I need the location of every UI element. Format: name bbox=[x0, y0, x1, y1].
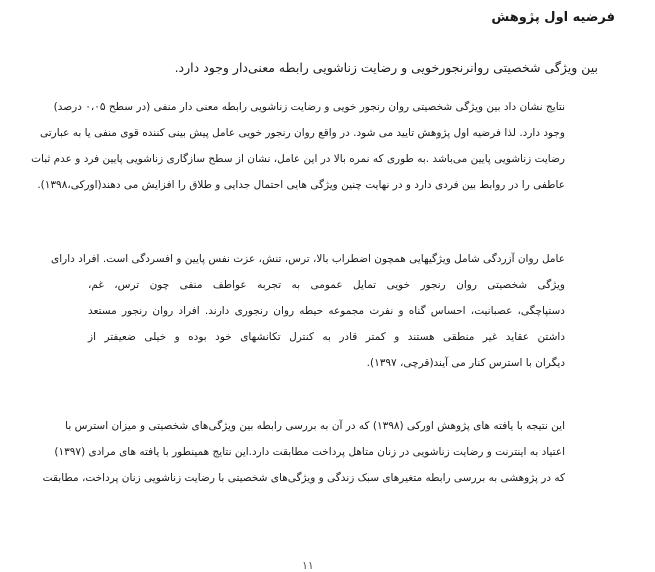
paragraph-line: اعتیاد به اینترنت و رضایت زناشویی در زنان متاهل پرداخت مطابقت دارد.این نتایج همینطور با یافته های مرادی (۱۳۹۷) bbox=[54, 446, 565, 458]
paragraph-line: دیگران با استرس کنار می آیند(قرچی، ۱۳۹۷). bbox=[366, 357, 565, 369]
paragraph-line: نتایج نشان داد بین ویژگی شخصیتی روان رنجور خویی و رضایت زناشویی رابطه معنی دار منفی (در سطح ۰،۰۵ درصد) bbox=[53, 101, 565, 113]
paragraph-comparison bbox=[42, 413, 565, 491]
paragraph-line: که در پژوهشی به بررسی رابطه متغیرهای سبک زندگی و ویژگی‌های شخصیتی با رضایت زناشویی زنان پرداخت، مطابقت bbox=[42, 472, 565, 484]
paragraph-line: داشتن عقاید غیر منطقی هستند و کمتر قادر به کنترل تکانشهای خود بوده و خیلی ضعیفتر از bbox=[88, 331, 565, 343]
paragraph-line: وجود دارد. لذا فرضیه اول پژوهش تایید می شود. در واقع روان رنجور خویی عامل پیش بینی کننده قوی منفی یا به عبارتی bbox=[40, 127, 565, 139]
paragraph-neuroticism bbox=[51, 246, 565, 376]
paragraph-line: دستپاچگی، عصبانیت، احساس گناه و نفرت مجموعه حیطه روان رنجوری دارند. افراد روان رنجور مستعد bbox=[88, 305, 565, 317]
paragraph-line: رضایت زناشویی پایین می‌باشد .به طوری که نمره بالا در این عامل، نشان از سطح سازگاری زناشویی پایین فرد و عدم ثبات bbox=[31, 153, 565, 165]
paragraph-results bbox=[31, 94, 565, 198]
hypothesis-statement: بین ویژگی شخصیتی روانرنجورخویی و رضایت زناشویی رابطه معنی‌دار وجود دارد. bbox=[174, 60, 598, 75]
section-heading: فرضیه اول پژوهش bbox=[491, 10, 615, 25]
paragraph-line: عامل روان آزردگی شامل ویژگیهایی همچون اضطراب بالا، ترس، تنش، عزت نفس پایین و افسردگی است. افراد دارای bbox=[51, 253, 565, 265]
paragraph-line: عاطفی را در روابط بین فردی دارد و در نهایت چنین ویژگی هایی احتمال جدایی و طلاق را افزایش می دهند(اورکی،۱۳۹۸). bbox=[37, 179, 565, 191]
paragraph-line: این نتیجه با یافته های پژوهش اورکی (۱۳۹۸) که در آن به بررسی رابطه بین ویژگی‌های شخصیتی و میزان استرس با bbox=[65, 420, 565, 432]
page-number: ۱۱ bbox=[302, 559, 314, 572]
paragraph-line: ویژگی شخصیتی روان رنجور خویی تمایل عمومی به تجربه عواطف منفی چون ترس، غم، bbox=[88, 279, 565, 291]
